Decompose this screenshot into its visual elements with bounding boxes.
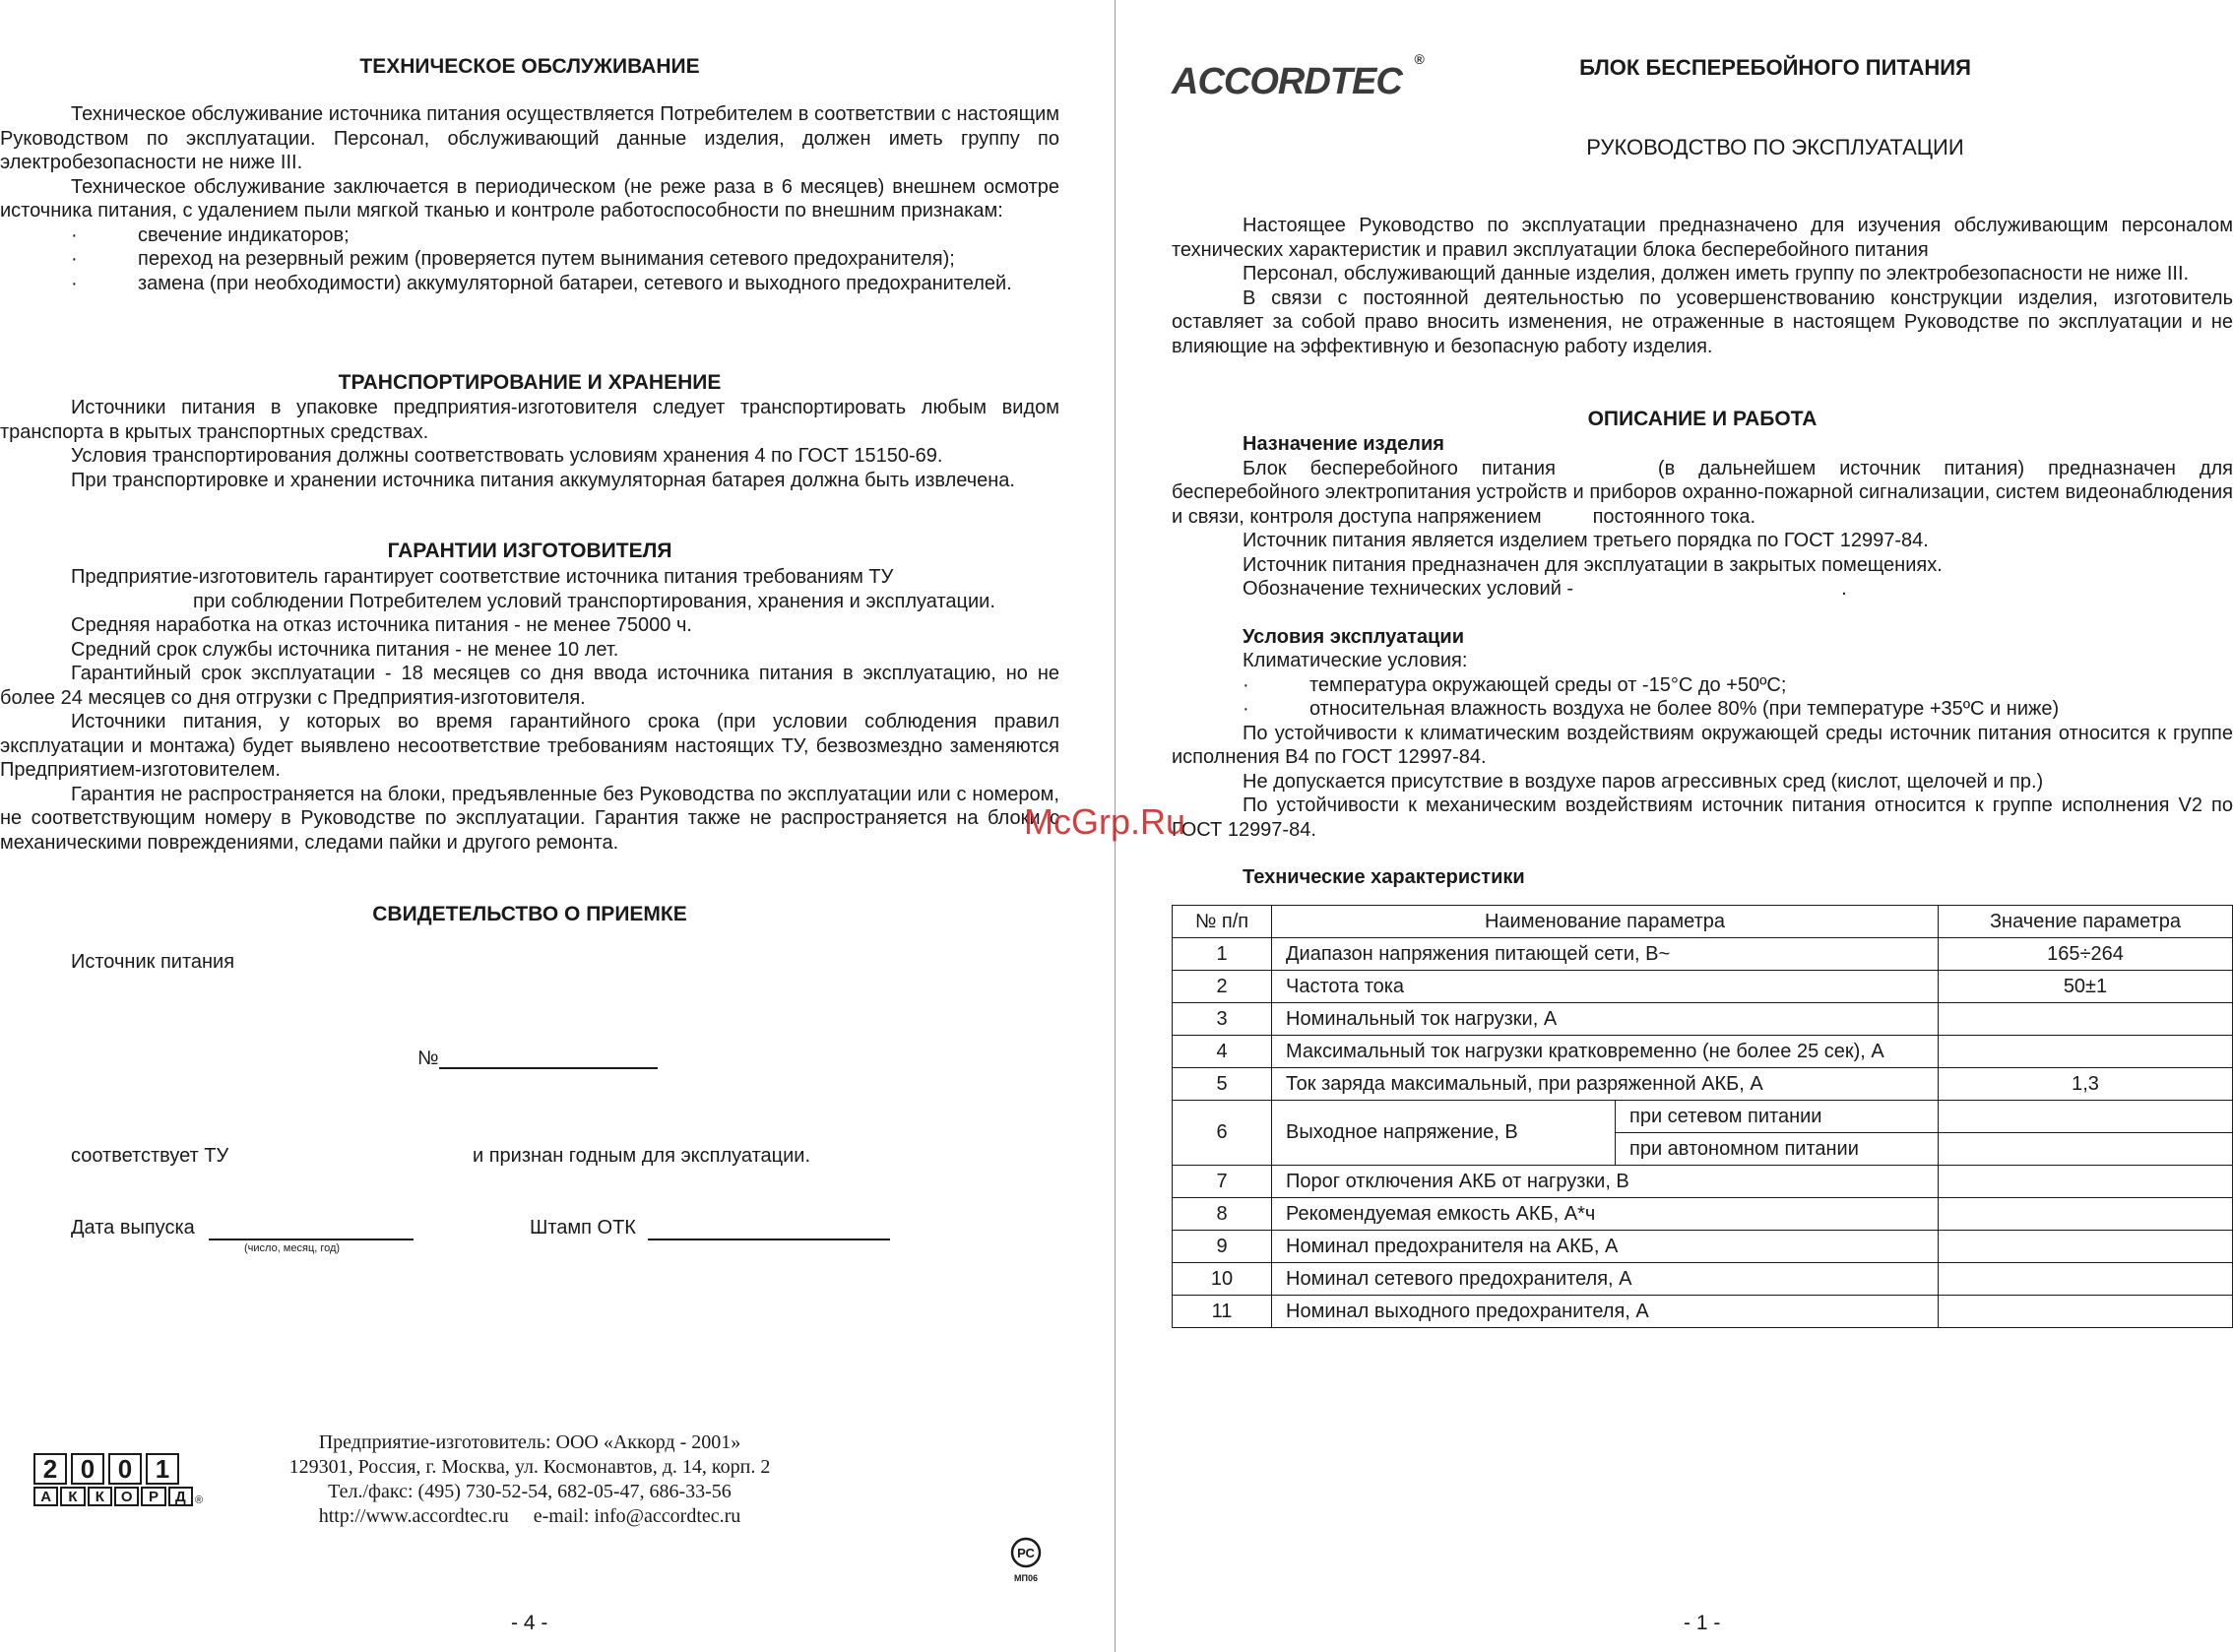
conditions-bullet-1: · температура окружающей среды от -15°С до +50ºС; — [1243, 673, 1787, 696]
maintenance-bullet-2: · переход на резервный режим (проверяется путем вынимания сетевого предохранителя); — [71, 248, 955, 270]
purpose-p2: Источник питания является изделием третьего порядка по ГОСТ 12997-84. — [1243, 530, 1929, 551]
akkord-2001-logo — [33, 1453, 204, 1510]
logo-letter: К — [60, 1487, 85, 1506]
table-header-cell: Наименование параметра — [1272, 906, 1939, 938]
maintenance-text — [0, 102, 1059, 295]
conditions-p3: По устойчивости к механическим воздействиям источник питания относится к группе исполнения V2 по ГОСТ 12997-84. — [1172, 794, 2233, 841]
transport-p3: При транспортировке и хранении источника питания аккумуляторная батарея должна быть извлечена. — [71, 469, 1015, 491]
logo-letter: А — [33, 1487, 58, 1506]
serial-number-field — [439, 1067, 658, 1069]
spec-table — [1172, 905, 2233, 1328]
acceptance-source-label: Источник питания — [71, 951, 235, 973]
table-row: 5 Ток заряда максимальный, при разряженной АКБ, А 1,3 — [1173, 1068, 2233, 1101]
logo-letter: К — [88, 1487, 112, 1506]
table-row: при автономном питании — [1173, 1133, 2233, 1166]
purpose-title: Назначение изделия — [1243, 433, 1444, 455]
table-row: 9 Номинал предохранителя на АКБ, А — [1173, 1231, 2233, 1263]
table-row: 7 Порог отключения АКБ от нагрузки, В — [1173, 1166, 2233, 1198]
maintenance-bullet-1: · свечение индикаторов; — [71, 223, 350, 246]
stamp-field — [648, 1239, 890, 1240]
acceptance-number-label: № — [417, 1048, 439, 1069]
conditions-bullet-2: · относительная влажность воздуха не более 80% (при температуре +35ºС и ниже) — [1243, 698, 2060, 720]
description-title: ОПИСАНИЕ И РАБОТА — [1587, 408, 1818, 430]
accordtec-logo: ACCORDTEC ® — [1172, 51, 1424, 102]
manufacturer-line-1: Предприятие-изготовитель: ООО «Аккорд - 2001» — [318, 1431, 741, 1453]
table-row: 1 Диапазон напряжения питающей сети, В~ 165÷264 — [1173, 938, 2233, 971]
manufacturer-line-3: Тел./факс: (495) 730-52-54, 682-05-47, 686-33-56 — [328, 1481, 732, 1502]
svg-text:РС: РС — [1017, 1546, 1035, 1560]
acceptance-conforms: соответствует ТУ — [71, 1145, 229, 1167]
page-number-left: - 4 - — [511, 1612, 548, 1634]
rst-cert-icon — [1008, 1537, 1044, 1568]
maintenance-bullet-3: · замена (при необходимости) аккумуляторной батареи, сетевого и выходного предохранителей. — [71, 272, 1012, 294]
warranty-p6: Гарантия не распространяется на блоки, предъявленные без Руководства по эксплуатации или с номером, не соответствующим номеру в Руководстве по эксплуатации. Гарантия также не распространяется на блоки с механическими повреждениями, следами пайки и другого ремонта. — [0, 783, 1059, 854]
purpose-p1: Блок бесперебойного питания (в дальнейшем источник питания) предназначен для бесперебойного электропитания устройств и приборов охранно-пожарной сигнализации, систем видеонаблюдения и связи, контроля доступа напряжением постоянного тока. — [1172, 457, 2233, 528]
transport-p1: Источники питания в упаковке предприятия-изготовителя следует транспортировать любым видом транспорта в крытых транспортных средствах. — [0, 397, 1059, 443]
maintenance-title: ТЕХНИЧЕСКОЕ ОБСЛУЖИВАНИЕ — [359, 55, 700, 78]
logo-letter: Р — [141, 1487, 165, 1506]
manufacturer-info — [226, 1430, 833, 1529]
table-row: 8 Рекомендуемая емкость АКБ, А*ч — [1173, 1198, 2233, 1231]
intro-p2: Персонал, обслуживающий данные изделия, должен иметь группу по электробезопасности не ниже III. — [1243, 263, 2190, 285]
right-page — [1117, 0, 2233, 1652]
conditions-title: Условия эксплуатации — [1243, 625, 1464, 648]
logo-letter: Д — [168, 1487, 193, 1506]
table-row: 2 Частота тока 50±1 — [1173, 971, 2233, 1003]
warranty-p2: Средняя наработка на отказ источника питания - не менее 75000 ч. — [71, 614, 692, 636]
table-row: 6 Выходное напряжение, В при сетевом питании — [1173, 1101, 2233, 1133]
warranty-p1b: при соблюдении Потребителем условий транспортирования, хранения и эксплуатации. — [193, 590, 995, 612]
purpose-p4: Обозначение технических условий - . — [1243, 578, 1847, 600]
release-date-hint: (число, месяц, год) — [244, 1242, 341, 1254]
watermark: McGrp.Ru — [1024, 801, 1186, 842]
table-header-row — [1173, 906, 2233, 938]
cert-code: МП06 — [1014, 1573, 1038, 1583]
transport-title: ТРАНСПОРТИРОВАНИЕ И ХРАНЕНИЕ — [338, 371, 722, 394]
warranty-p3: Средний срок службы источника питания - не менее 10 лет. — [71, 638, 619, 661]
warranty-p1: Предприятие-изготовитель гарантирует соответствие источника питания требованиям ТУ — [71, 566, 894, 588]
description-text — [1172, 432, 2233, 890]
intro-p1: Настоящее Руководство по эксплуатации предназначено для изучения обслуживающим персоналом технических характеристик и правил эксплуатации блока бесперебойного питания — [1172, 215, 2233, 261]
conditions-p1: По устойчивости к климатическим воздействиям окружающей среды источник питания относится к группе исполнения В4 по ГОСТ 12997-84. — [1172, 722, 2233, 768]
logo-registered-mark: ® — [195, 1494, 204, 1506]
table-row: 10 Номинал сетевого предохранителя, А — [1173, 1263, 2233, 1296]
logo-digit: 1 — [146, 1453, 179, 1485]
document-subtitle: РУКОВОДСТВО ПО ЭКСПЛУАТАЦИИ — [1586, 135, 1964, 159]
warranty-title: ГАРАНТИИ ИЗГОТОВИТЕЛЯ — [387, 540, 672, 562]
warranty-p4: Гарантийный срок эксплуатации - 18 месяцев со дня ввода источника питания в эксплуатацию, но не более 24 месяцев со дня отгрузки с Предприятия-изготовителя. — [0, 663, 1059, 709]
acceptance-title: СВИДЕТЕЛЬСТВО О ПРИЕМКЕ — [372, 903, 687, 925]
logo-digit: 2 — [33, 1453, 67, 1485]
intro-text — [1172, 214, 2233, 358]
table-row: 11 Номинал выходного предохранителя, А — [1173, 1296, 2233, 1328]
transport-p2: Условия транспортирования должны соответствовать условиям хранения 4 по ГОСТ 15150-69. — [71, 445, 943, 467]
logo-digit: 0 — [108, 1453, 142, 1485]
release-date-label: Дата выпуска — [71, 1217, 195, 1239]
acceptance-fit: и признан годным для эксплуатации. — [473, 1145, 811, 1167]
manufacturer-line-4: http://www.accordtec.ru e-mail: info@accordtec.ru — [318, 1505, 741, 1527]
specs-title: Технические характеристики — [1243, 866, 1525, 888]
intro-p3: В связи с постоянной деятельностью по усовершенствованию конструкции изделия, изготовитель оставляет за собой право вносить изменения, не отраженные в настоящем Руководстве по эксплуатации и не влияющие на эффективную и безопасную работу изделия. — [1172, 286, 2233, 357]
warranty-p5: Источники питания, у которых во время гарантийного срока (при условии соблюдения правил эксплуатации и монтажа) будет выявлено несоответствие требованиям настоящих ТУ, безвозмездно заменяются Предприятием-изготовителем. — [0, 711, 1059, 781]
logo-letter: О — [114, 1487, 139, 1506]
manufacturer-line-2: 129301, Россия, г. Москва, ул. Космонавтов, д. 14, корп. 2 — [288, 1456, 771, 1478]
logo-digit: 0 — [71, 1453, 104, 1485]
table-header-cell: № п/п — [1173, 906, 1272, 938]
purpose-p3: Источник питания предназначен для эксплуатации в закрытых помещениях. — [1243, 553, 1943, 576]
table-row: 3 Номинальный ток нагрузки, А — [1173, 1003, 2233, 1036]
conditions-p2: Не допускается присутствие в воздухе паров агрессивных сред (кислот, щелочей и пр.) — [1243, 770, 2044, 793]
maintenance-p1: Техническое обслуживание источника питания осуществляется Потребителем в соответствии с настоящим Руководством по эксплуатации. Персонал, обслуживающий данные изделия, должен иметь группу по электробезопасности не ниже III. — [0, 103, 1059, 173]
maintenance-p2: Техническое обслуживание заключается в периодическом (не реже раза в 6 месяцев) внешнем осмотре источника питания, с удалением пыли мягкой тканью и контроле работоспособности по внешним признакам: — [0, 175, 1059, 222]
certification-mark — [1008, 1537, 1044, 1583]
document-title: БЛОК БЕСПЕРЕБОЙНОГО ПИТАНИЯ — [1579, 55, 1971, 80]
left-page — [0, 0, 1113, 1652]
table-row: 4 Максимальный ток нагрузки кратковременно (не более 25 сек), А — [1173, 1036, 2233, 1068]
release-date-field — [209, 1239, 414, 1240]
table-header-cell: Значение параметра — [1939, 906, 2233, 938]
warranty-text — [0, 565, 1059, 855]
transport-text — [0, 396, 1059, 492]
stamp-label: Штамп ОТК — [530, 1217, 636, 1239]
climate-label: Климатические условия: — [1243, 650, 1468, 671]
page-number-right: - 1 - — [1684, 1612, 1721, 1634]
